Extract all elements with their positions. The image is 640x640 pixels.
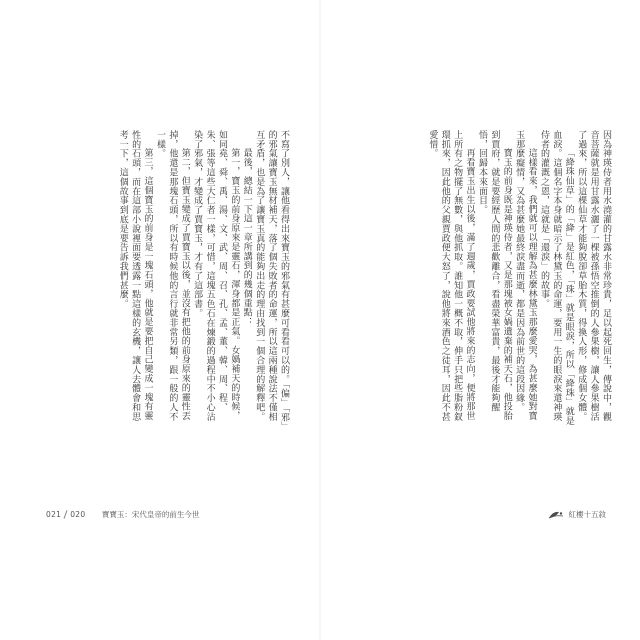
- paragraph: 不寫了別人，讓他看得出來寶玉的邪氣有甚麼可看看可以的。「偏」「邪」的邪氣讓寶玉無材補天，落了個失敗者的命運，所以這兩種說法不僅相互矛盾，也是為了讓寶玉真的能夠出走的理由找到一個合理的解釋吧。: [254, 130, 289, 427]
- running-title: 寶寶玉：宋代皇帝的前生今世: [101, 510, 200, 519]
- paragraph: 最後，總結一下這一章所講到的幾個重點：: [241, 148, 252, 327]
- paragraph: 第一，寶玉的前身原來是靈石，渾身都是正氣。女媧補天的時候，如同堯、舜、禹、湯、文、武、周、召、孔、孟、董、韓、周、程、朱、張等這些大仁者一樣，可惜，這塊五色石在煉鍛的過程中不小心沾染了邪氣，才變成了賈寶玉，才有了這部書。: [192, 130, 240, 422]
- right-page: [320, 0, 640, 640]
- right-page-text: [350, 130, 612, 428]
- paragraph: 這樣看來，我們就可以理解為甚麼林黛玉那麼愛哭，為甚麼她對寶玉那麼癡情，又為甚麼她最終淚盡而逝，都是因為前世的這段因緣。: [514, 130, 537, 421]
- paragraph: 寶玉的前身既是神瑛侍者，又是那塊被女媧遺棄的補天石，他投胎到賈府，就是要經歷人間的悲歡離合，看盡榮華富貴，最後才能夠醒悟，回歸本來面目。: [476, 130, 512, 421]
- paragraph: 第三，這個寶玉的前身是一塊石頭，他就是要把自己變成一塊有靈性的石頭，而在這部小說裡面要透露一點這樣的玄機，讓人去體會和思考一下，這個故事到底是要告訴我們甚麼。: [117, 130, 153, 422]
- paragraph: 「絳珠仙草」的「絳」是紅色，「珠」就是眼淚，所以「絳珠」就是血淚。這個名字本身就暗示了林黛玉的命運，要用一生的眼淚來還神瑛侍者的灌溉之恩，這就是「還淚」的故事。: [538, 130, 574, 426]
- left-page-footer: [46, 509, 199, 520]
- right-page-footer: [548, 509, 607, 520]
- paragraph: 再看寶玉出生以後，滿了週歲，賈政要試他將來的志向，便將那世上所有之物擺了無數，與他抓取。誰知他一概不取，伸手只把些脂粉釵環抓來，因此他的父親賈政便大怒了，說他將來酒色之徒耳，因此不甚愛惜。: [427, 130, 475, 422]
- book-title: 紅樓十五敘: [568, 510, 606, 519]
- leaf-ornament-icon: [548, 510, 564, 520]
- page-number: 021 020: [46, 510, 86, 519]
- paragraph: 第二，但寶玉變成了賈寶玉以後，並沒有把他的前身原來的靈性丟掉，他還是那塊石頭，所以有時候他的言行就非常另類，跟一般的人不一樣。: [154, 130, 190, 422]
- paragraph: 因為神瑛侍者用水澆灌的甘露水非常珍貴，足以起死回生，傳說中，觀音菩薩就是用甘露水灑了一棵被孫悟空推倒的人參果樹，讓人參果樹活了過來，所以這棵仙草才能夠脫卻草胎木質，得換人形，修成個女體。: [576, 130, 611, 422]
- left-page-text: [38, 130, 290, 428]
